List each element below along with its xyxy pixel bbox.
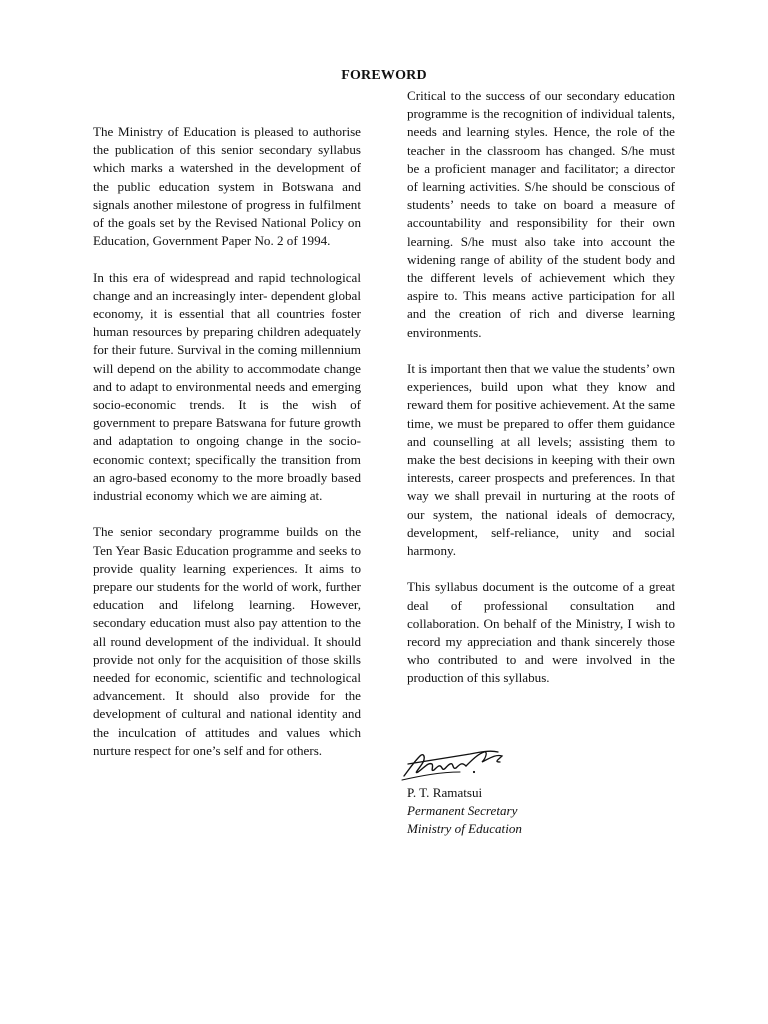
signature-block xyxy=(400,742,600,839)
signatory-position: Permanent Secretary xyxy=(407,803,518,819)
paragraph: The Ministry of Education is pleased to authorise the publication of this senior secondary syllabus which marks a watershed in the development of the public education system in Botswana and signals another milestone of progress in fulfilment of the goals set by the Revised National Policy on Education, Government Paper No. 2 of 1994. xyxy=(93,124,361,249)
signatory-name: P. T. Ramatsui xyxy=(407,785,483,800)
paragraph: It is important then that we value the students’ own experiences, build upon what they know and reward them for positive achievement. At the same time, we must be prepared to offer them guidance and counselling at all levels; assisting them to make the best decisions in keeping with their own interests, career prospects and preferences. In that way we shall prevail in nurturing at the roots of our system, the national ideals of democracy, development, self-reliance, unity and social harmony. xyxy=(407,361,675,559)
right-column xyxy=(407,87,675,706)
paragraph: In this era of widespread and rapid technological change and an increasingly inter- dependent global economy, it is essential that all countries foster human resources by preparing children adequately for their future. Survival in the coming millennium will depend on the ability to accommodate change and to adapt to environmental needs and emerging socio-economic trends. It is the wish of government to prepare Batswana for future growth and adaptation to ongoing change in the socio-economic context; specifically the transition from an agro-based economy to the more broadly based industrial economy which we are aiming at. xyxy=(93,269,361,504)
page-title: FOREWORD xyxy=(341,68,427,83)
left-column xyxy=(93,123,361,778)
handwritten-signature xyxy=(400,742,520,784)
paragraph: The senior secondary programme builds on the Ten Year Basic Education programme and seeks to provide quality learning experiences. It aims to prepare our students for the world of work, further education and lifelong learning. However, secondary education must also pay attention to the all round development of the individual. It should provide not only for the acquisition of those skills needed for economic, scientific and technological advancement. It should also provide for the development of cultural and national identity and the inculcation of attitudes and values which nurture respect for one’s self and for others. xyxy=(93,524,361,758)
paragraph: This syllabus document is the outcome of a great deal of professional consultation and collaboration. On behalf of the Ministry, I wish to record my appreciation and thank sincerely those who contributed to and were involved in the production of this syllabus. xyxy=(407,579,675,686)
paragraph: Critical to the success of our secondary education programme is the recognition of individual talents, needs and learning styles. Hence, the role of the teacher in the classroom has changed. S/he must be a proficient manager and facilitator; a director of learning activities. S/he should be conscious of students’ needs to take on board a measure of accountability and responsibility for their own learning. S/he must also take into account the widening range of ability of the student body and the different levels of achievement which they aspire to. This means active participation for all and the creation of rich and diverse learning environments. xyxy=(407,88,675,340)
signatory-organization: Ministry of Education xyxy=(407,821,522,837)
